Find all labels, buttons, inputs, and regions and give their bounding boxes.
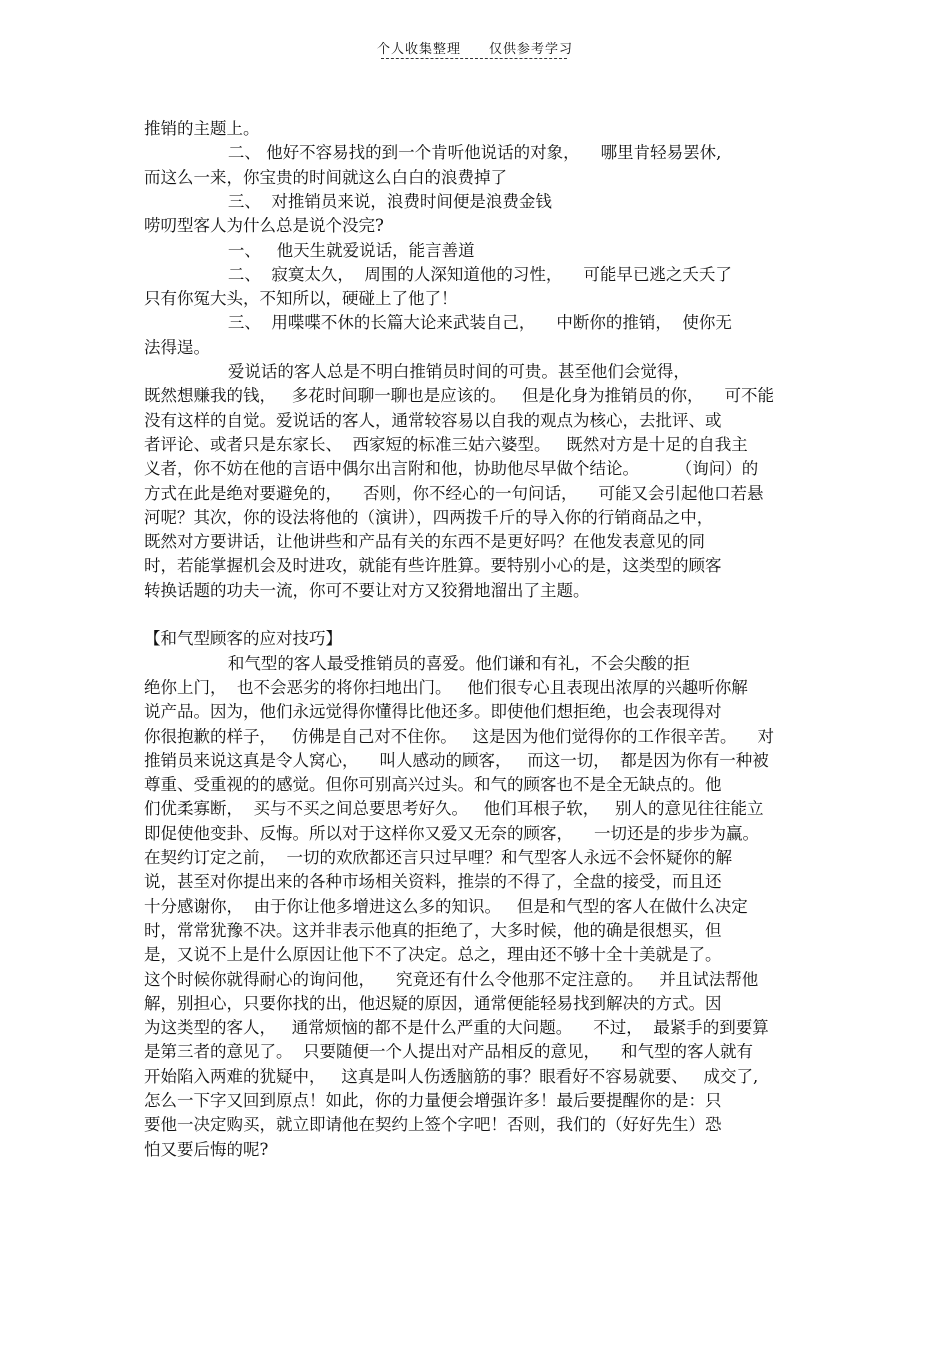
text-line: 绝你上门， 也不会恶劣的将你扫地出门。 他们很专心且表现出浓厚的兴趣听你解 bbox=[144, 677, 748, 697]
text-line: 既然想赚我的钱， 多花时间聊一聊也是应该的。 但是化身为推销员的你， 可不能 bbox=[144, 386, 774, 406]
text-line: 即促使他变卦、反悔。所以对于这样你又爱又无奈的顾客， 一切还是的步步为赢。 bbox=[144, 823, 759, 843]
text-line: 为这类型的客人， 通常烦恼的都不是什么严重的大问题。 不过， 最紧手的到要算 bbox=[144, 1018, 769, 1038]
text-line: 开始陷入两难的犹疑中， 这真是叫人伤透脑筋的事？眼看好不容易就要、 成交了, bbox=[144, 1066, 759, 1086]
page-header bbox=[0, 38, 950, 57]
text-line: 推销的主题上。 bbox=[144, 119, 260, 138]
text-line: 【和气型顾客的应对技巧】 bbox=[144, 629, 342, 649]
text-line: 方式在此是绝对要避免的， 否则，你不经心的一句问话， 可能又会引起他口若悬 bbox=[144, 483, 764, 503]
text-line: 时，常常犹豫不决。这并非表示他真的拒绝了，大多时候，他的确是很想买，但 bbox=[144, 920, 722, 940]
text-line: 二、 寂寞太久， 周围的人深知道他的习性， 可能早已逃之夭夭了 bbox=[144, 264, 732, 284]
text-line: 而这么一来，你宝贵的时间就这么白白的浪费掉了 bbox=[144, 167, 507, 187]
text-line: 们优柔寡断， 买与不买之间总要思考好久。 他们耳根子软， 别人的意见往往能立 bbox=[144, 799, 764, 819]
text-line: 是，又说不上是什么原因让他下不了决定。总之，理由还不够十全十美就是了。 bbox=[144, 945, 722, 965]
text-line: 说产品。因为，他们永远觉得你懂得比他还多。即使他们想拒绝，也会表现得对 bbox=[144, 702, 722, 722]
text-line: 你很抱歉的样子， 仿佛是自己对不住你。 这是因为他们觉得你的工作很辛苦。 对 bbox=[144, 726, 774, 746]
text-line: 爱说话的客人总是不明白推销员时间的可贵。甚至他们会觉得， bbox=[144, 362, 690, 381]
text-line: 怕又要后悔的呢? bbox=[144, 1139, 269, 1159]
text-line: 推销员来说这真是令人窝心， 叫人感动的顾客， 而这一切， 都是因为你有一种被 bbox=[144, 750, 769, 770]
header-divider bbox=[381, 58, 567, 59]
text-line: 尊重、受重视的的感觉。但你可别高兴过头。和气的顾客也不是全无缺点的。他 bbox=[144, 775, 722, 795]
text-line: 要他一决定购买，就立即请他在契约上签个字吧！否则，我们的（好好先生）恐 bbox=[144, 1115, 722, 1135]
text-line: 十分感谢你， 由于你让他多增进这么多的知识。 但是和气型的客人在做什么决定 bbox=[144, 896, 748, 916]
text-line: 和气型的客人最受推销员的喜爱。他们谦和有礼，不会尖酸的拒 bbox=[144, 653, 690, 673]
text-line: 河呢？其次，你的设法将他的（演讲），四两拨千斤的导入你的行销商品之中， bbox=[144, 507, 714, 527]
header-left-text: 个人收集整理 bbox=[376, 42, 461, 57]
text-line: 没有这样的自觉。爱说话的客人，通常较容易以自我的观点为核心，去批评、或 bbox=[144, 410, 722, 430]
text-line: 一、 他天生就爱说话，能言善道 bbox=[144, 240, 475, 260]
text-line: 这个时候你就得耐心的询问他， 究竟还有什么令他那不定注意的。 并且试法帮他 bbox=[144, 969, 759, 989]
header-right-text: 仅供参考学习 bbox=[489, 42, 574, 57]
text-line: 时，若能掌握机会及时进攻，就能有些许胜算。要特别小心的是，这类型的顾客 bbox=[144, 556, 722, 576]
text-line: 怎么一下字又回到原点！如此，你的力量便会增强许多！最后要提醒你的是：只 bbox=[144, 1091, 722, 1110]
text-line: 法得逞。 bbox=[144, 337, 210, 357]
text-line: 义者，你不妨在他的言语中偶尔出言附和他，协助他尽早做个结论。 （询问）的 bbox=[144, 459, 759, 479]
text-line: 转换话题的功夫一流，你可不要让对方又狡猾地溜出了主题。 bbox=[144, 580, 590, 600]
text-line: 三、 对推销员来说，浪费时间便是浪费金钱 bbox=[144, 191, 552, 211]
text-line: 在契约订定之前， 一切的欢欣都还言只过早哩？和气型客人永远不会怀疑你的解 bbox=[144, 848, 732, 867]
text-line: 说，甚至对你提出来的各种市场相关资料，推崇的不得了，全盘的接受，而且还 bbox=[144, 872, 722, 892]
text-line: 既然对方要讲话，让他讲些和产品有关的东西不是更好吗？在他发表意见的同 bbox=[144, 532, 705, 552]
text-line: 三、 用喋喋不休的长篇大论来武装自己， 中断你的推销， 使你无 bbox=[144, 313, 732, 333]
text-line: 解，别担心，只要你找的出，他迟疑的原因，通常便能轻易找到解决的方式。因 bbox=[144, 993, 722, 1013]
text-line: 唠叨型客人为什么总是说个没完? bbox=[144, 216, 384, 236]
text-line: 只有你冤大头，不知所以，硬碰上了他了！ bbox=[144, 289, 458, 309]
text-line: 者评论、或者只是东家长、 西家短的标准三姑六婆型。 既然对方是十足的自我主 bbox=[144, 434, 748, 454]
text-line: 二、 他好不容易找的到一个肯听他说话的对象， 哪里肯轻易罢休, bbox=[144, 143, 722, 163]
text-line: 是第三者的意见了。 只要随便一个人提出对产品相反的意见， 和气型的客人就有 bbox=[144, 1042, 753, 1062]
